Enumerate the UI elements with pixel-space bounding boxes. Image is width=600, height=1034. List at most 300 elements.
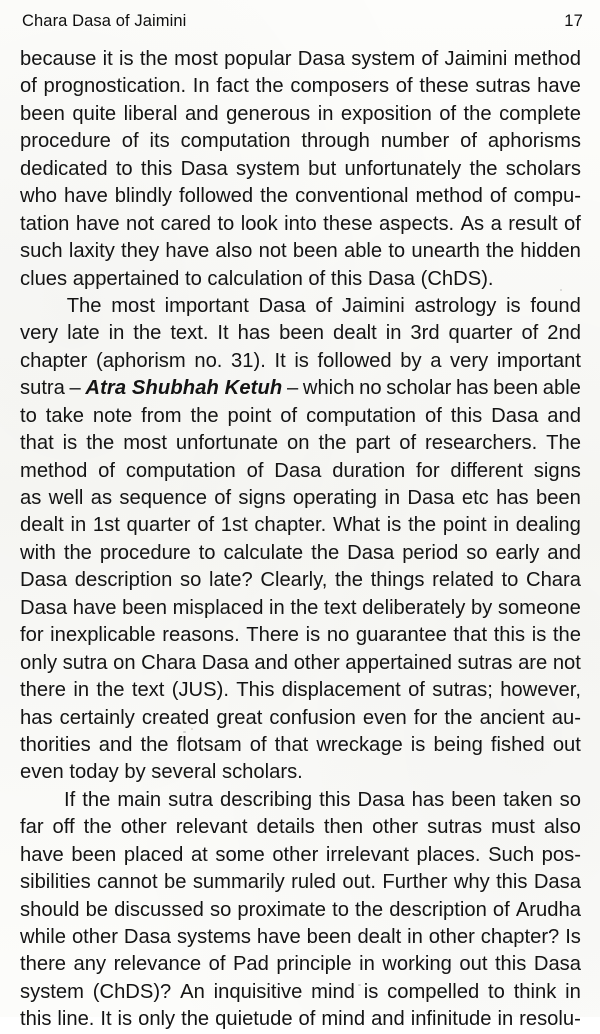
text-word: is (118, 48, 134, 70)
text-word: so (559, 788, 581, 811)
text-word: It (274, 349, 286, 372)
text-word: Arudha (515, 898, 581, 921)
text-word: principle (276, 953, 352, 976)
text-word: What (332, 514, 381, 537)
text-word: this (140, 157, 173, 180)
text-word: irrelevant (325, 843, 409, 866)
text-line (20, 869, 581, 896)
text-word: dealt (357, 926, 402, 948)
text-word: that (274, 733, 309, 756)
text-word: able (542, 377, 581, 400)
text-word: summarily (192, 871, 285, 894)
text-word: discussed (114, 898, 204, 921)
text-word: text (324, 596, 357, 619)
text-word: relevant (175, 816, 248, 839)
text-word: with (20, 541, 56, 564)
text-word: and (547, 404, 581, 427)
text-word: Is (565, 926, 581, 948)
text-word: only (138, 1008, 176, 1031)
text-line (20, 485, 581, 512)
text-word: very (20, 322, 59, 345)
text-word: generous (226, 102, 311, 125)
text-word: Dasa (123, 926, 172, 948)
text-word: so (180, 569, 202, 592)
text-word: description (389, 898, 487, 921)
text-word: ancient (479, 706, 545, 729)
text-word: and (98, 733, 133, 756)
text-word: have (20, 843, 64, 866)
text-word: procedure (20, 130, 111, 153)
text-word: method (415, 185, 483, 208)
text-word: is (410, 733, 426, 756)
text-word: great (216, 706, 263, 729)
text-word: Dasa (347, 541, 395, 564)
text-word: the (552, 624, 581, 647)
text-word: this (319, 788, 351, 811)
text-word: etc (461, 487, 489, 509)
text-word: The (66, 294, 102, 317)
text-word: – (287, 377, 299, 400)
text-word: the (486, 240, 515, 263)
text-word: (ChDS)? (92, 980, 172, 1003)
text-word: tation (20, 212, 70, 235)
text-word: 1st (220, 514, 248, 537)
text-word: pos- (541, 843, 581, 866)
text-word: Dasa (491, 404, 539, 427)
text-word: (aphorism (95, 349, 186, 372)
text-word: must (491, 816, 535, 839)
text-word: of (421, 48, 439, 70)
text-word: This (236, 679, 275, 702)
text-word: Dasa (297, 48, 345, 70)
text-word: of (399, 432, 417, 455)
text-word: out (552, 733, 581, 756)
text-line (20, 512, 581, 539)
text-word: inquisitive (213, 980, 303, 1003)
text-word: have (75, 212, 120, 235)
text-word: cared (160, 212, 212, 235)
text-word: has (20, 706, 53, 729)
text-word: most (111, 294, 155, 317)
text-word: any (73, 953, 107, 976)
text-word: of (197, 514, 215, 537)
text-word: computation (125, 459, 236, 482)
text-word: its (149, 130, 170, 153)
text-line (20, 101, 581, 128)
text-word: able (343, 240, 383, 263)
text-line (20, 375, 581, 402)
text-word: found (530, 294, 581, 317)
text-word: Dasa (533, 871, 581, 894)
text-word: only (20, 651, 58, 674)
text-word: method (20, 459, 88, 482)
text-word: in (384, 487, 401, 509)
text-word: inexplicable (50, 624, 156, 647)
text-line (20, 787, 581, 814)
text-line (20, 951, 581, 978)
text-word: related (432, 569, 494, 592)
text-word: has (496, 487, 529, 509)
text-word: point (227, 404, 272, 427)
text-word: of (298, 1008, 316, 1031)
text-word: deliberately (362, 596, 466, 619)
text-word: the (181, 1008, 210, 1031)
text-word: out (459, 953, 488, 976)
text-word: of (408, 679, 425, 702)
text-word: mind (321, 1008, 366, 1031)
text-word: late (67, 322, 100, 345)
text-word: of (121, 130, 139, 153)
text-word: (JUS). (171, 679, 229, 702)
text-word: of (249, 733, 267, 756)
text-word: by (470, 596, 493, 619)
text-word: a (430, 349, 442, 372)
text-run: even today by several scholars. (20, 761, 303, 784)
text-word: such (20, 240, 63, 263)
text-line (20, 705, 581, 732)
text-word: through (301, 130, 370, 153)
text-word: of (521, 322, 539, 345)
text-word: for (20, 624, 44, 647)
text-word: the (133, 322, 162, 345)
text-line (20, 650, 581, 677)
text-word: not (258, 240, 287, 263)
text-word: for (415, 459, 440, 482)
text-word: the (190, 404, 219, 427)
text-word: method (513, 48, 581, 70)
text-word: guarantee (355, 624, 447, 647)
text-word: number (380, 130, 450, 153)
text-word: this (20, 1008, 52, 1031)
text-word: scholars (505, 157, 581, 180)
text-word: the (290, 596, 319, 619)
text-word: the (83, 816, 112, 839)
text-word: been (535, 487, 581, 509)
text-word: been (71, 843, 117, 866)
text-word: there (20, 953, 67, 976)
text-word: look (240, 212, 278, 235)
text-word: point (442, 514, 487, 537)
text-word: Chara (525, 569, 581, 592)
text-word: quarter (448, 322, 513, 345)
text-word: unearth (411, 240, 480, 263)
text-word: on (287, 432, 310, 455)
text-word: well (48, 487, 84, 509)
text-word: duration (332, 459, 406, 482)
text-word: some (215, 843, 265, 866)
text-word: flotsam (176, 733, 242, 756)
text-word: things (370, 569, 425, 592)
text-word: au- (551, 706, 581, 729)
text-word: most (123, 432, 167, 455)
text-word: aphorisms (487, 130, 581, 153)
text-word: at (190, 843, 208, 866)
text-word: the (260, 185, 289, 208)
text-word: procedure (99, 541, 191, 564)
text-word: 2nd (547, 322, 581, 345)
text-word: the (255, 75, 284, 98)
text-word: of (208, 953, 226, 976)
text-word: blindly (114, 185, 173, 208)
text-word: The (546, 432, 581, 455)
text-word: have (72, 596, 117, 619)
text-word: confusion (269, 706, 356, 729)
text-word: this (493, 624, 526, 647)
text-word: other (71, 926, 118, 948)
text-word: has (411, 788, 445, 811)
text-word: chapter (20, 349, 88, 372)
text-line (20, 979, 581, 1006)
text-word: Dasa (180, 157, 228, 180)
text-word: compu- (513, 185, 581, 208)
text-word: dedicated (20, 157, 108, 180)
text-word: Clearly, (260, 569, 328, 592)
text-line (20, 595, 581, 622)
text-word: should (20, 898, 80, 921)
text-word: and (371, 1008, 405, 1031)
text-word: certainly (59, 706, 135, 729)
text-word: have (537, 75, 581, 98)
text-word: dealt (332, 322, 377, 345)
text-word: to (501, 569, 519, 592)
text-line (20, 842, 581, 869)
text-word: text (131, 679, 165, 702)
text-word: hidden (520, 240, 581, 263)
text-word: been (279, 322, 325, 345)
text-word: why (453, 871, 490, 894)
text-word: that (20, 432, 54, 455)
text-word: part (355, 432, 391, 455)
text-word: Dasa (20, 569, 68, 592)
text-word: sequence (119, 487, 207, 509)
text-word: 1st (92, 514, 120, 537)
text-word: and (184, 102, 219, 125)
text-word: very (450, 349, 489, 372)
text-word: is (305, 624, 321, 647)
text-word: signs (238, 487, 286, 509)
text-word: different (450, 459, 523, 482)
text-word: An (180, 980, 205, 1003)
text-word: the (334, 569, 364, 592)
text-word: line. (57, 1008, 95, 1031)
text-word: quietude (215, 1008, 293, 1031)
text-line (20, 759, 581, 786)
text-word: the (469, 157, 498, 180)
text-word: in (565, 980, 581, 1003)
text-word: important (496, 349, 581, 372)
text-word: even (362, 706, 407, 729)
text-word: the (444, 706, 473, 729)
text-word: other (428, 926, 475, 948)
text-word: that (453, 624, 488, 647)
text-line (20, 266, 581, 293)
text-word: It (217, 322, 229, 345)
emphasised-term: Atra Shubhah Ketuh (85, 377, 283, 400)
text-word: describing (220, 788, 313, 811)
text-word: into (284, 212, 317, 235)
text-word: to (488, 980, 505, 1003)
text-word: in (108, 322, 125, 345)
text-word: computation (306, 404, 417, 427)
text-line (20, 403, 581, 430)
text-word: be (85, 898, 109, 921)
text-word: most (174, 48, 218, 70)
text-word: so (209, 898, 232, 921)
text-word: popular (224, 48, 292, 70)
text-word: – (69, 377, 81, 400)
text-word: Dasa (274, 459, 322, 482)
running-head (22, 11, 583, 33)
text-line (20, 156, 581, 183)
text-word: aspects. (378, 212, 455, 235)
text-word: of (564, 212, 581, 235)
text-word: Dasa (357, 788, 405, 811)
text-word: the (82, 788, 111, 811)
text-word: 3rd (410, 322, 440, 345)
text-word: while (20, 926, 67, 948)
text-word: who (20, 185, 58, 208)
text-word: in (359, 953, 375, 976)
text-word: sibilities (20, 871, 91, 894)
text-word: take (45, 404, 84, 427)
text-word: then (323, 816, 364, 839)
text-word: but (308, 157, 337, 180)
text-word: been (20, 102, 65, 125)
text-word: thorities (20, 733, 91, 756)
text-word: created (141, 706, 210, 729)
text-word: is (531, 624, 547, 647)
text-word: is (363, 980, 379, 1003)
text-word: so (466, 541, 488, 564)
text-word: by (400, 349, 422, 372)
text-word: to (388, 240, 406, 263)
text-word: is (117, 1008, 133, 1031)
text-word: the (463, 102, 492, 125)
text-word: important (164, 294, 249, 317)
text-word: details (256, 816, 315, 839)
text-word: system (351, 48, 416, 70)
text-word: not (552, 651, 581, 674)
text-word: computation (180, 130, 291, 153)
text-word: of (98, 459, 115, 482)
text-word: from (141, 404, 182, 427)
text-word: is (62, 432, 78, 455)
text-word: been (451, 788, 497, 811)
text-word: 31). (231, 349, 266, 372)
text-word: been (292, 240, 338, 263)
text-word: they (121, 240, 160, 263)
text-word: sutras (475, 75, 531, 98)
text-word: operating (292, 487, 378, 509)
text-word: these (419, 75, 469, 98)
text-word: Jaimini (444, 48, 508, 70)
text-line (20, 73, 581, 100)
text-word: of (214, 487, 232, 509)
text-word: complete (499, 102, 581, 125)
text-word: Jaimini (341, 294, 405, 317)
text-word: to (332, 898, 349, 921)
text-word: also (543, 816, 581, 839)
text-word: the (63, 541, 92, 564)
text-word: of (280, 404, 298, 427)
text-line (20, 348, 581, 375)
text-word: late? (208, 569, 253, 592)
text-word: a (490, 212, 502, 235)
text-word: in (269, 596, 285, 619)
text-word: It (100, 1008, 112, 1031)
text-word: the (318, 432, 347, 455)
text-word: and (254, 651, 289, 674)
text-word: no. (194, 349, 223, 372)
text-word: liberal (123, 102, 178, 125)
text-word: this (450, 404, 483, 427)
text-line (20, 897, 581, 924)
text-word: to (115, 157, 133, 180)
text-word: As (460, 212, 485, 235)
text-word: as (90, 487, 113, 509)
text-word: has (455, 377, 489, 400)
text-word: no (359, 377, 382, 400)
text-word: off (52, 816, 75, 839)
text-word: has (237, 322, 271, 345)
text-word: proximate (237, 898, 327, 921)
text-word: scholar (386, 377, 452, 400)
text-word: Dasa (20, 596, 68, 619)
text-word: to (198, 541, 216, 564)
text-word: think (513, 980, 557, 1003)
text-word: Chara (141, 651, 197, 674)
text-word: Further (382, 871, 448, 894)
text-word: followed (317, 349, 392, 372)
text-word: the (408, 514, 437, 537)
text-word: main (117, 788, 162, 811)
text-word: in (493, 514, 510, 537)
text-word: been (122, 596, 167, 619)
text-word: of (20, 75, 37, 98)
text-word: of (315, 294, 333, 317)
text-word: places. (416, 843, 481, 866)
text-word: placed (123, 843, 184, 866)
text-word: have (64, 185, 108, 208)
text-word: to (217, 212, 235, 235)
text-word: be (164, 871, 187, 894)
body-text-block (20, 46, 581, 1034)
text-word: it (102, 48, 113, 70)
text-word: of (246, 459, 264, 482)
text-word: cannot (97, 871, 158, 894)
text-word: appertained (345, 651, 452, 674)
text-word: sutra (168, 788, 214, 811)
text-word: Dasa (258, 294, 306, 317)
text-word: composers (290, 75, 390, 98)
text-word: Dasa (407, 487, 455, 509)
text-line (20, 924, 581, 951)
text-word: also (215, 240, 253, 263)
text-word: out. (342, 871, 377, 894)
text-word: are (518, 651, 548, 674)
text-word: Pad (232, 953, 269, 976)
text-word: in (497, 1008, 514, 1031)
text-line (20, 211, 581, 238)
text-word: this (496, 871, 528, 894)
text-word: exposition (340, 102, 432, 125)
text-word: In (192, 75, 210, 98)
text-word: system (20, 980, 84, 1003)
text-word: sutras (427, 816, 483, 839)
text-line (20, 732, 581, 759)
text-word: note (92, 404, 133, 427)
text-word: far (20, 816, 44, 839)
